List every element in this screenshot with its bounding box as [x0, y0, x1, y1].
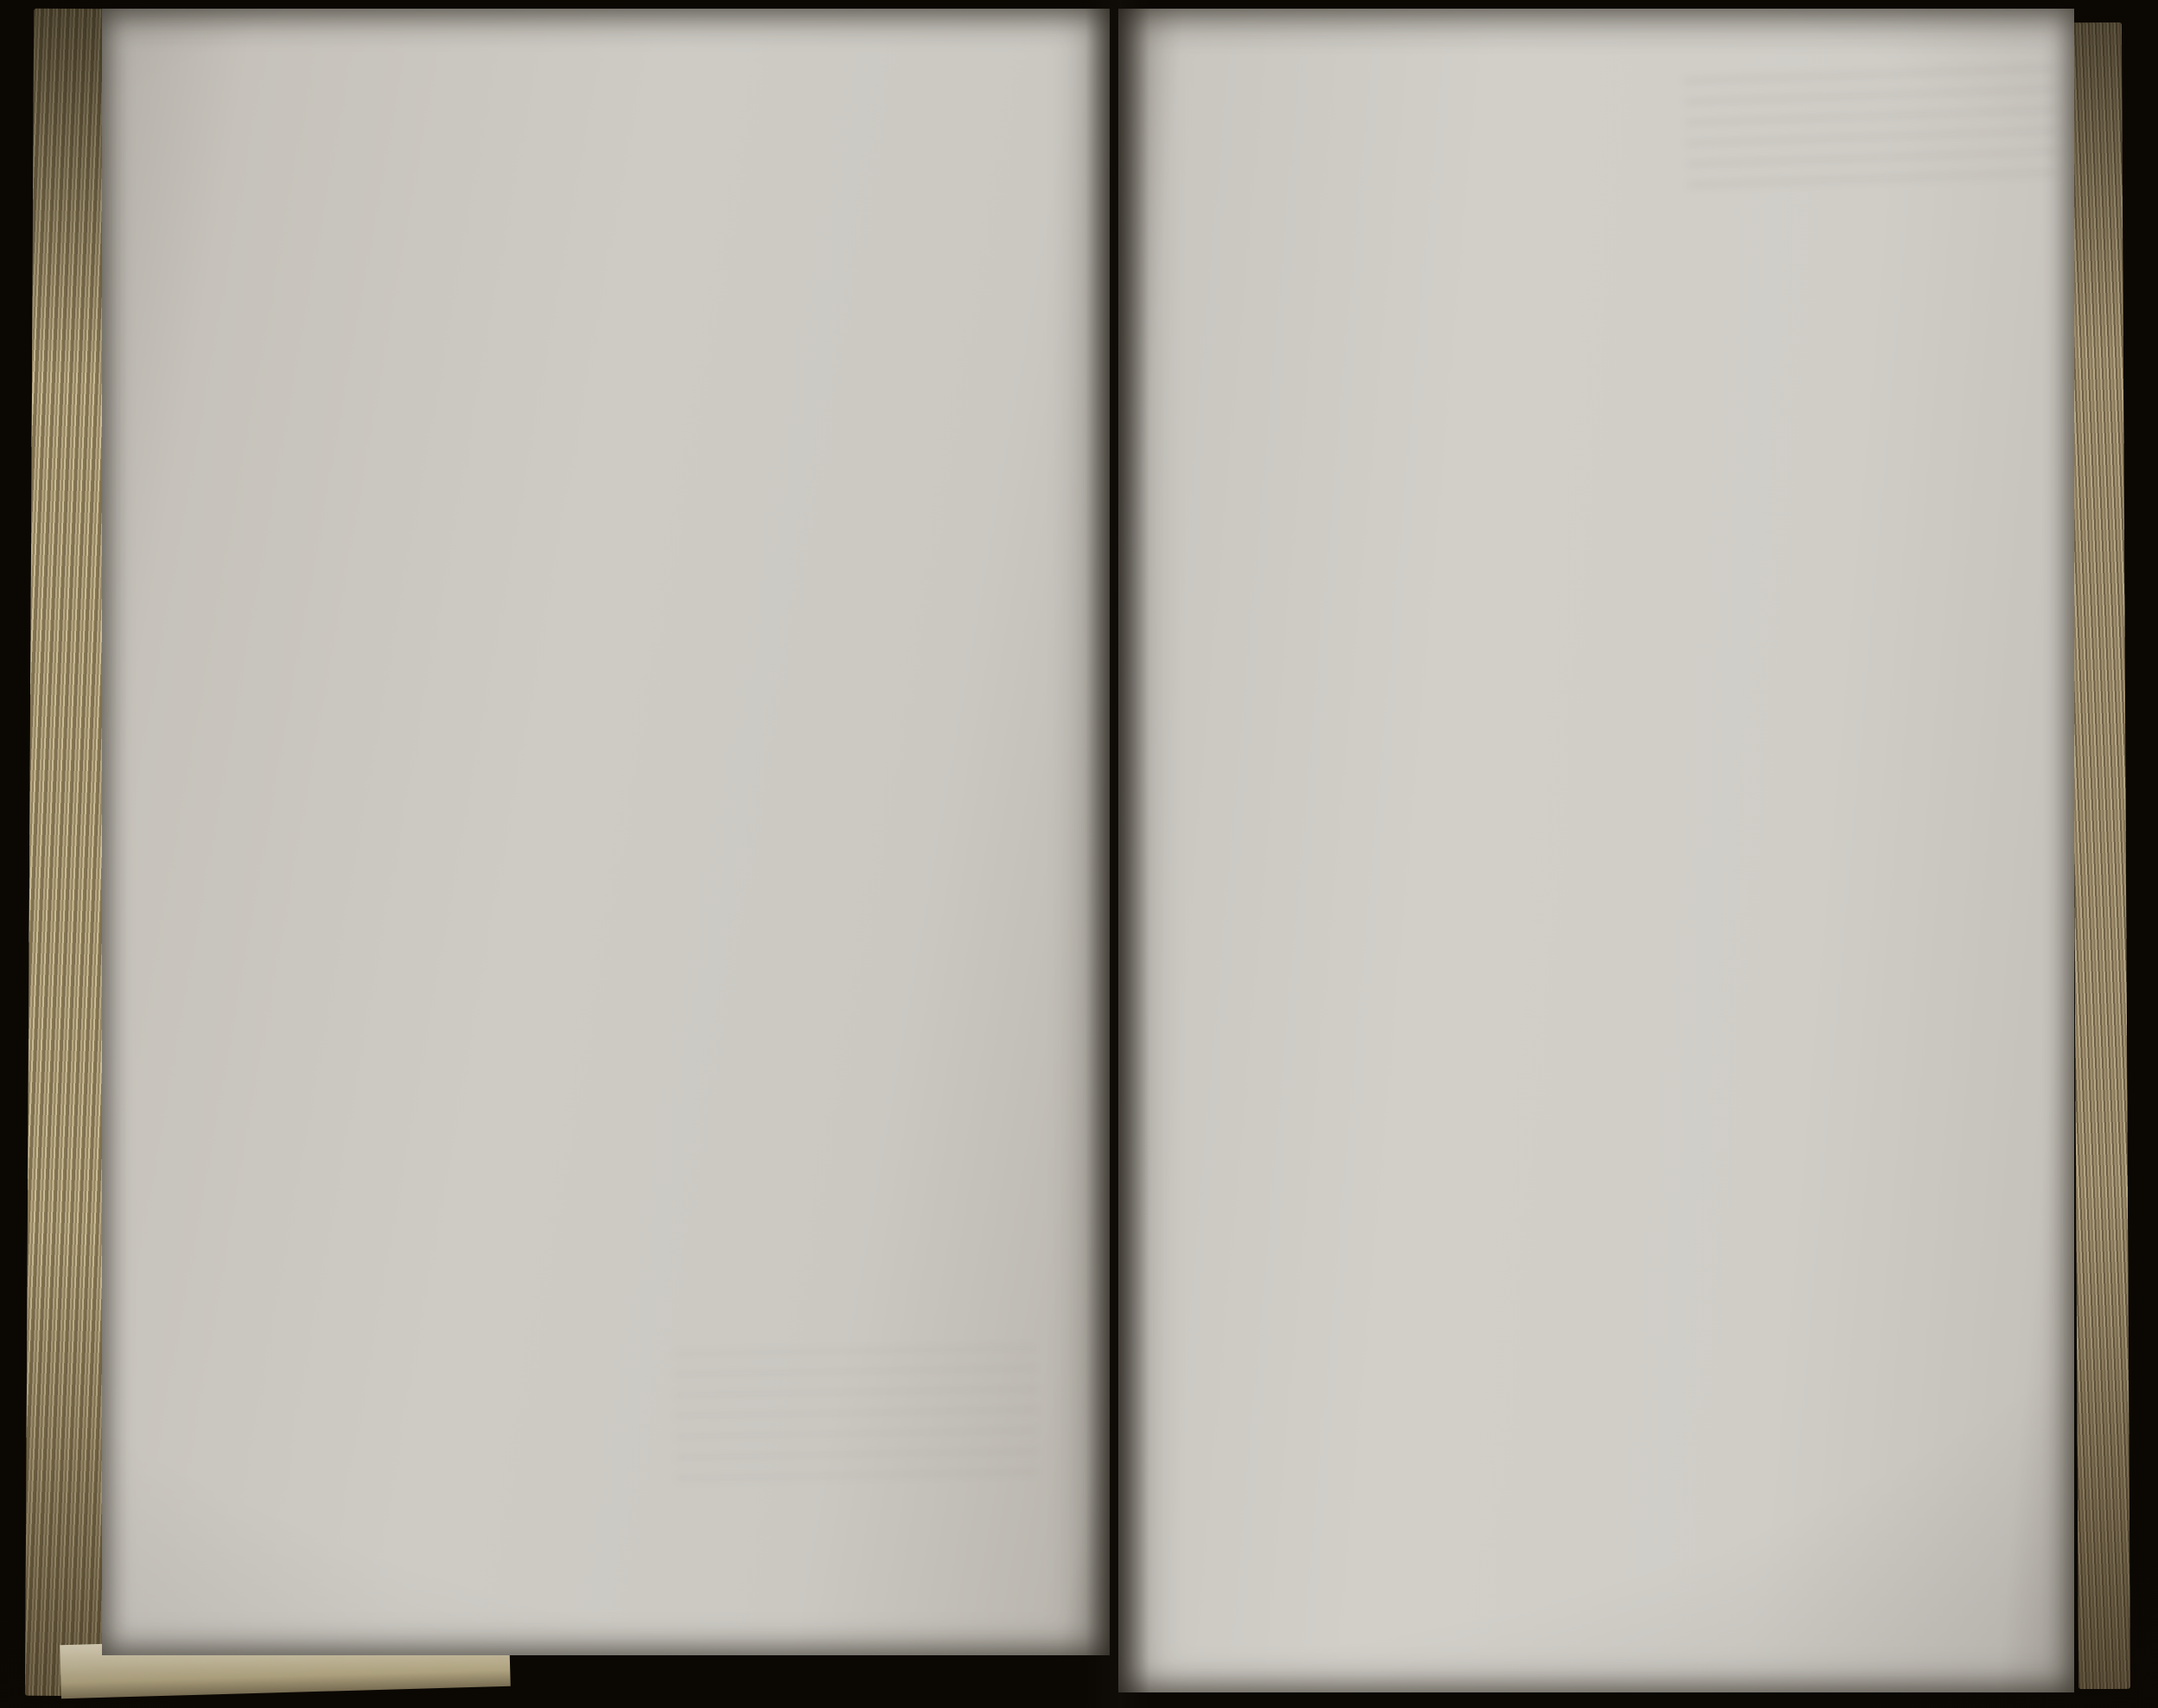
- page-stack-right-edge: [2070, 22, 2130, 1689]
- right-page: [1118, 9, 2074, 1692]
- left-page: [102, 9, 1110, 1655]
